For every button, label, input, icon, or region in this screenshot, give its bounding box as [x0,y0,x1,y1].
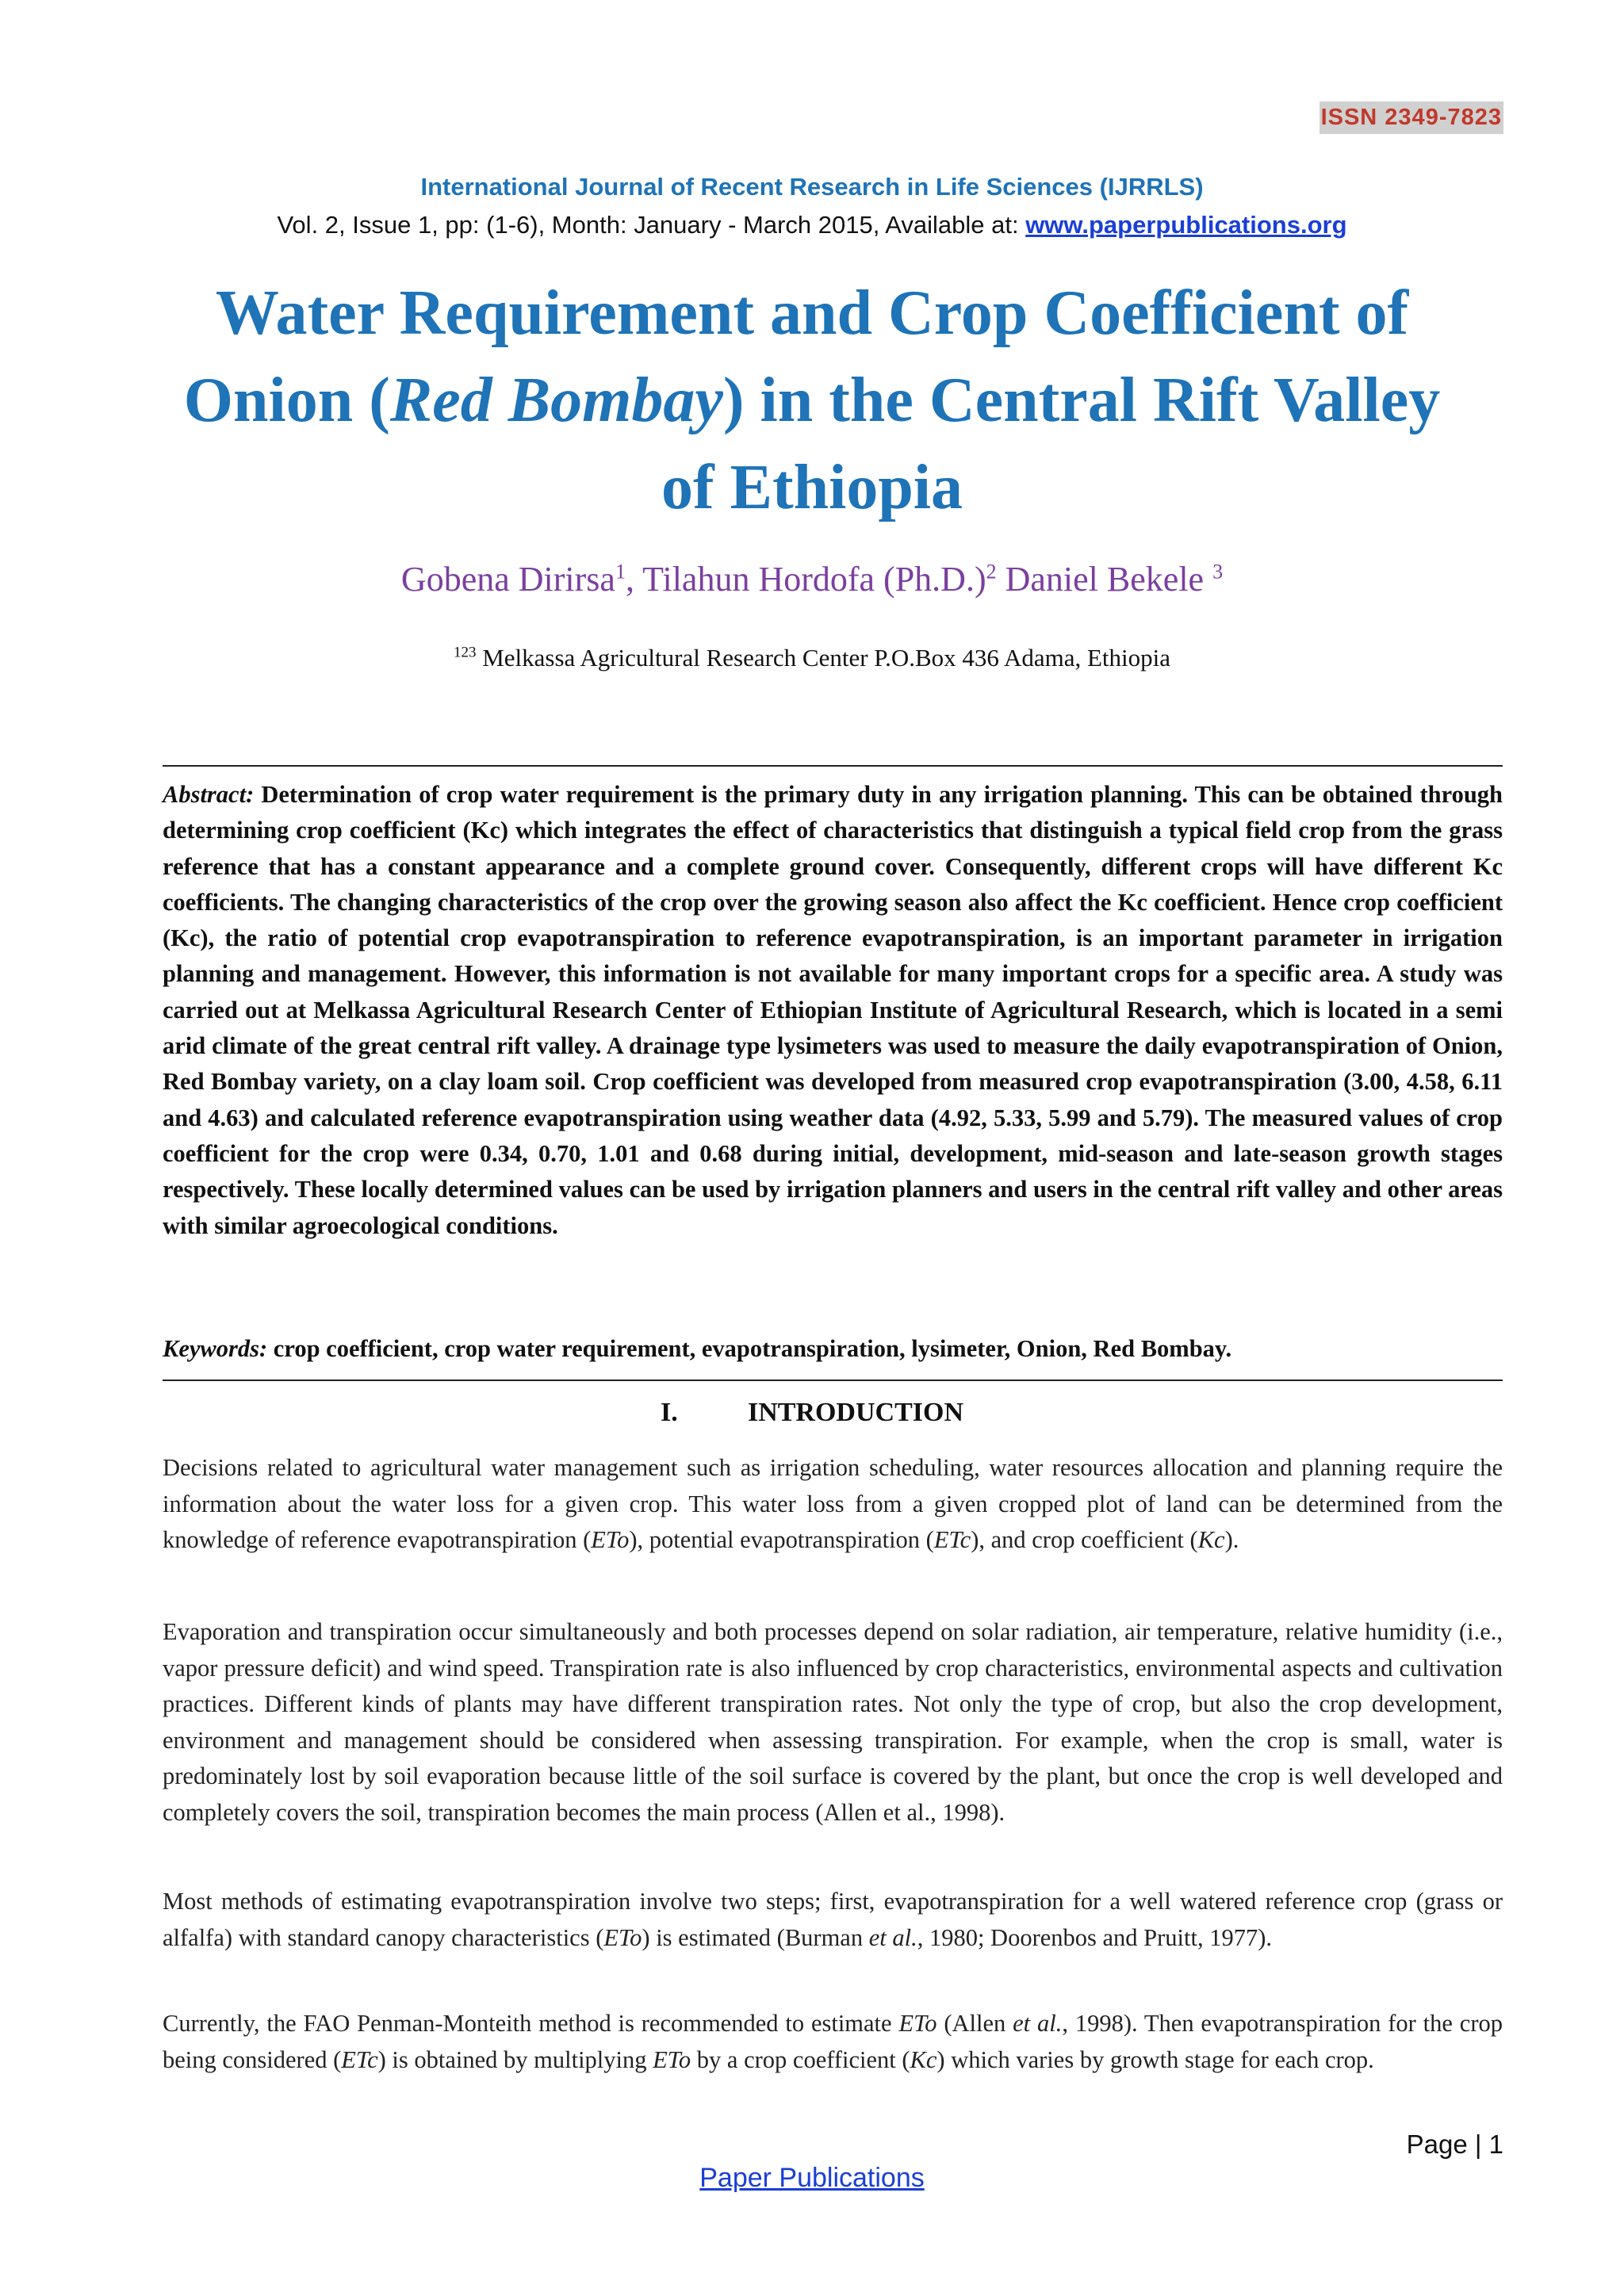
keywords-label: Keywords: [163,1335,268,1362]
keywords [163,1335,1503,1363]
journal-name: International Journal of Recent Research in Life Sciences (IJRRLS) [420,173,1204,201]
p1-text-2: ), potential evapotranspiration ( [629,1526,934,1553]
author-1: Gobena Dirirsa [400,560,615,599]
author-2-sup: 2 [986,560,997,584]
abstract-label: Abstract: [163,781,255,808]
p1-text-3: ), and crop coefficient ( [971,1526,1198,1553]
author-list [0,559,1624,599]
p4-italic-2: et al. [1013,2010,1063,2037]
website-link[interactable]: www.paperpublications.org [1025,211,1347,239]
volume-text: Vol. 2, Issue 1, pp: (1-6), Month: January - March 2015, Available at: [277,211,1026,239]
section-title: INTRODUCTION [747,1398,964,1427]
abstract [163,777,1503,1244]
author-2: , Tilahun Hordofa (Ph.D.) [625,560,986,599]
author-3: Daniel Bekele [996,560,1213,599]
p1-text-1: Decisions related to agricultural water management such as irrigation scheduling, water resources allocation and planning require the information about the water loss for a given crop. This water loss from a given cropped plot of land can be determined from the knowledge of reference evapotranspiration ( [163,1454,1503,1553]
title-line-2 [143,357,1481,444]
paragraph-3 [163,1884,1503,1956]
p3-italic-1: ETo [603,1923,642,1951]
p4-text-1: Currently, the FAO Penman-Monteith method is recommended to estimate [163,2010,899,2037]
affiliation [0,644,1624,672]
page-number: Page | 1 [1406,2130,1503,2159]
title-line-1: Water Requirement and Crop Coefficient of [215,278,1409,348]
p4-italic-4: ETo [653,2045,691,2073]
section-heading [0,1398,1624,1428]
p4-text-6: ) which varies by growth stage for each crop. [936,2045,1374,2073]
title-italic-variety: Red Bombay [389,365,723,435]
paragraph-4 [163,2006,1503,2078]
issn-label: ISSN 2349-7823 [1320,101,1503,134]
p3-text-3: , 1980; Doorenbos and Pruitt, 1977). [917,1923,1273,1951]
p1-italic-2: ETc [933,1526,971,1553]
p4-italic-1: ETo [898,2010,937,2037]
p1-text-4: ). [1224,1526,1239,1553]
title-line-2-pre: Onion ( [183,365,390,435]
top-divider [163,765,1503,767]
abstract-text: Determination of crop water requirement is the primary duty in any irrigation planning. This can be obtained through determining crop coefficient (Kc) which integrates the effect of characteristics that distinguish a typical field crop from the grass reference that has a constant appearance and a complete ground cover. Consequently, different crops will have different Kc coefficients. The changing characteristics of the crop over the growing season also affect the Kc coefficient. Hence crop coefficient (Kc), the ratio of potential crop evapotranspiration to reference evapotranspiration, is an important parameter in irrigation planning and management. However, this information is not available for many important crops for a specific area. A study was carried out at Melkassa Agricultural Research Center of Ethiopian Institute of Agricultural Research, which is located in a semi arid climate of the great central rift valley. A drainage type lysimeters was used to measure the daily evapotranspiration of Onion, Red Bombay variety, on a clay loam soil. Crop coefficient was developed from measured crop evapotranspiration (3.00, 4.58, 6.11 and 4.63) and calculated reference evapotranspiration using weather data (4.92, 5.33, 5.99 and 5.79). The measured values of crop coefficient for the crop were 0.34, 0.70, 1.01 and 0.68 during initial, development, mid-season and late-season growth stages respectively. These locally determined values can be used by irrigation planners and users in the central rift valley and other areas with similar agroecological conditions. [163,781,1503,1239]
title-line-3: of Ethiopia [661,453,963,522]
p4-text-5: by a crop coefficient ( [691,2045,910,2073]
paragraph-1 [163,1450,1503,1559]
p4-text-3: , 1998). Then evapotranspiration for the crop being considered ( [163,2010,1503,2073]
author-3-sup: 3 [1212,560,1224,584]
paper-title [143,270,1481,531]
publisher-link[interactable]: Paper Publications [699,2163,925,2193]
p1-italic-1: ETo [591,1526,630,1553]
affiliation-sup: 123 [453,644,477,661]
affiliation-text: Melkassa Agricultural Research Center P.O.Box 436 Adama, Ethiopia [476,644,1171,672]
paragraph-2: Evaporation and transpiration occur simultaneously and both processes depend on solar radiation, air temperature, relative humidity (i.e., vapor pressure deficit) and wind speed. Transpiration rate is also influenced by crop characteristics, environmental aspects and cultivation practices. Different kinds of plants may have different transpiration rates. Not only the type of crop, but also the crop development, environment and management should be considered when assessing transpiration. For example, when the crop is small, water is predominately lost by soil evaporation because little of the soil surface is covered by the plant, but once the crop is well developed and completely covers the soil, transpiration becomes the main process (Allen et al., 1998). [163,1618,1503,1826]
title-line-2-post: ) in the Central Rift Valley [722,365,1441,435]
p3-italic-2: et al. [868,1923,917,1951]
p3-text-2: ) is estimated (Burman [642,1923,869,1951]
volume-line [0,211,1624,239]
p4-text-4: ) is obtained by multiplying [377,2045,653,2073]
bottom-divider [163,1380,1503,1381]
p4-italic-5: Kc [910,2045,937,2073]
p4-text-2: (Allen [936,2010,1013,2037]
p4-italic-3: ETc [341,2045,378,2073]
p3-text-1: Most methods of estimating evapotranspiration involve two steps; first, evapotranspiration for a well watered reference crop (grass or alfalfa) with standard canopy characteristics ( [163,1888,1503,1951]
p1-italic-3: Kc [1197,1526,1225,1553]
author-1-sup: 1 [615,560,626,584]
keywords-text: crop coefficient, crop water requirement, evapotranspiration, lysimeter, Onion, Red Bombay. [267,1335,1232,1362]
section-number: I. [660,1398,678,1427]
